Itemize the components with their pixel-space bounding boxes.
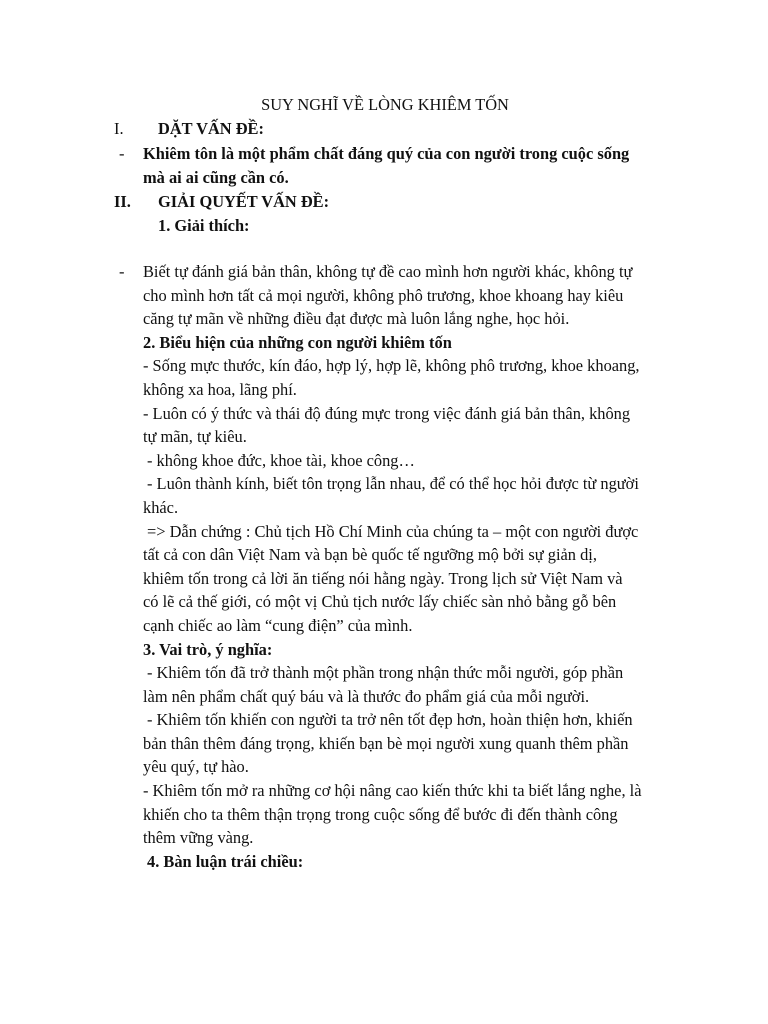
subheading-ban-luan: 4. Bàn luận trái chiều: (147, 851, 304, 871)
explain-line: căng tự mãn về những điều đạt được mà luôn lắng nghe, học hỏi. (143, 309, 570, 329)
bieu-hien-line: - Luôn có ý thức và thái độ đúng mực trong việc đánh giá bản thân, không (143, 403, 631, 423)
vai-tro-line: - Khiêm tốn khiến con người ta trở nên tốt đẹp hơn, hoàn thiện hơn, khiến (147, 710, 633, 730)
section-2-numeral: II. (114, 192, 131, 211)
title-text: SUY NGHĨ VỀ LÒNG KHIÊM TỐN (261, 95, 509, 114)
vai-tro-line: yêu quý, tự hào. (143, 757, 249, 777)
subheading-vai-tro: 3. Vai trò, ý nghĩa: (143, 639, 273, 659)
vai-tro-line: làm nên phẩm chất quý báu và là thước đo phẩm giá của mỗi người. (143, 686, 590, 706)
explain-dash: - (119, 262, 125, 281)
bieu-hien-line: - Sống mực thước, kín đáo, hợp lý, hợp lẽ, không phô trương, khoe khoang, (143, 356, 640, 376)
section-1-numeral: I. (114, 119, 124, 138)
vai-tro-line: thêm vững vàng. (143, 828, 254, 848)
vai-tro-line: - Khiêm tốn đã trở thành một phần trong nhận thức mỗi người, góp phần (147, 663, 624, 683)
bieu-hien-line: khiêm tốn trong cả lời ăn tiếng nói hằng ngày. Trong lịch sử Việt Nam và (143, 568, 623, 588)
section-1-body (143, 142, 691, 189)
vai-tro-line: - Khiêm tốn mở ra những cơ hội nâng cao kiến thức khi ta biết lắng nghe, là (143, 781, 642, 801)
bieu-hien-line: cạnh chiếc ao làm “cung điện” của mình. (143, 615, 413, 635)
explain-line: cho mình hơn tất cả mọi người, không phô trương, khoe khoang hay kiêu (143, 285, 624, 305)
section-2-title: GIẢI QUYẾT VẤN ĐỀ: (158, 192, 330, 211)
bieu-hien-line: tự mãn, tự kiêu. (143, 427, 247, 447)
bieu-hien-line: - Luôn thành kính, biết tôn trọng lẫn nhau, để có thể học hỏi được từ người (147, 474, 639, 494)
section-1-line: mà ai ai cũng cần có. (143, 167, 289, 187)
bieu-hien-line: tất cả con dân Việt Nam và bạn bè quốc tế ngưỡng mộ bởi sự giản dị, (143, 545, 597, 565)
explain-line: Biết tự đánh giá bản thân, không tự đề cao mình hơn người khác, không tự (143, 262, 633, 281)
bieu-hien-line: không xa hoa, lãng phí. (143, 379, 297, 399)
bieu-hien-line: - không khoe đức, khoe tài, khoe công… (147, 450, 415, 470)
vai-tro-line: bản thân thêm đáng trọng, khiến bạn bè mọi người xung quanh thêm phần (143, 733, 629, 753)
bieu-hien-line: có lẽ cả thế giới, có một vị Chủ tịch nước lấy chiếc sàn nhỏ bằng gỗ bên (143, 592, 617, 612)
bieu-hien-line: khác. (143, 497, 179, 517)
bieu-hien-line: => Dẫn chứng : Chủ tịch Hồ Chí Minh của chúng ta – một con người được (147, 521, 639, 541)
subheading-giai-thich: 1. Giải thích: (158, 216, 250, 235)
section-1-dash: - (119, 144, 125, 163)
vai-tro-line: khiến cho ta thêm thận trọng trong cuộc sống để bước đi đến thành công (143, 804, 618, 824)
subheading-bieu-hien: 2. Biểu hiện của những con người khiêm tốn (143, 332, 452, 352)
section-1-title: DẶT VẤN ĐỀ: (158, 119, 264, 138)
document-title (0, 93, 768, 117)
explain-body (143, 260, 691, 873)
section-1-line: Khiêm tôn là một phẩm chất đáng quý của con người trong cuộc sống (143, 144, 630, 163)
